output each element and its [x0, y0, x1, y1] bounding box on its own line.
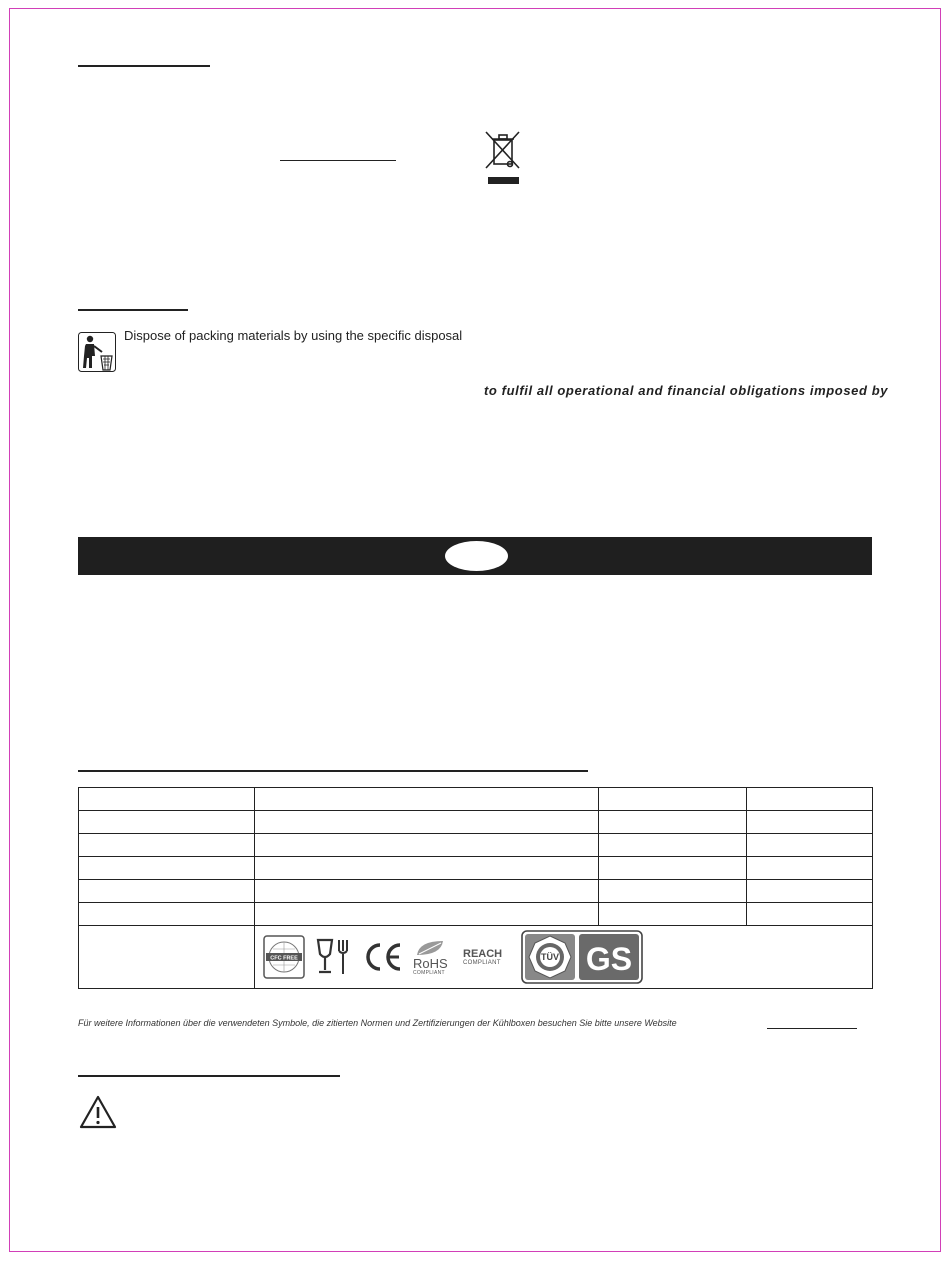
- technical-data-heading-underline: [78, 770, 588, 772]
- ce-mark-icon: [363, 941, 403, 973]
- food-safe-icon: [315, 937, 353, 977]
- section-heading-underline-2: [78, 309, 188, 311]
- svg-text:TÜV: TÜV: [541, 952, 559, 962]
- svg-text:GS: GS: [585, 941, 633, 977]
- table-row: [79, 857, 873, 880]
- technical-data-table: [78, 787, 873, 989]
- obligations-text: to fulfil all operational and financial obligations imposed by: [484, 383, 889, 398]
- leaf-icon: [413, 939, 447, 957]
- tuv-gs-icon: [521, 930, 643, 984]
- warning-triangle-icon: [78, 1094, 118, 1130]
- rohs-compliant-icon: RoHS COMPLIANT: [413, 939, 453, 976]
- packing-disposal-text: Dispose of packing materials by using the specific disposal: [124, 328, 463, 343]
- certifications-row: [79, 926, 873, 989]
- table-row: [79, 903, 873, 926]
- certification-logos: [255, 930, 872, 984]
- warnings-heading-underline: [78, 1075, 340, 1077]
- link-underline: [280, 160, 396, 161]
- footnote-text: Für weitere Informationen über die verwendeten Symbole, die zitierten Normen und Zertifizierungen der Kühlboxen besuchen Sie bitte unsere Website: [78, 1018, 677, 1028]
- website-link-underline: [767, 1028, 857, 1029]
- section-heading-underline-1: [78, 65, 210, 67]
- table-row: [79, 811, 873, 834]
- table-row: [79, 788, 873, 811]
- reach-compliant-icon: REACH COMPLIANT: [463, 948, 503, 966]
- banner-language-pill: [445, 541, 508, 571]
- table-row: [79, 834, 873, 857]
- svg-text:CFC FREE: CFC FREE: [270, 955, 298, 962]
- crossed-out-wheelie-bin-icon: [484, 130, 522, 186]
- table-row: [79, 880, 873, 903]
- page-frame: [9, 8, 941, 1252]
- cfc-free-icon: [263, 935, 305, 979]
- person-disposing-trash-icon: [78, 332, 116, 372]
